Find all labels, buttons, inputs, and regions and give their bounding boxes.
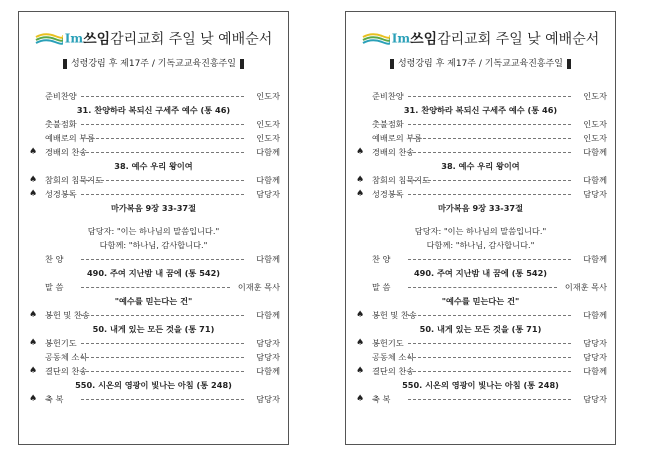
item-leader: 다함께 [583, 254, 607, 264]
item-leader: 인도자 [256, 91, 280, 101]
dotted-leader [408, 138, 571, 139]
dotted-leader [408, 357, 571, 358]
spade-icon: ♠ [29, 147, 38, 157]
hymn-line [346, 378, 615, 392]
row-text: 550. 시온의 영광이 빛나는 아침 (통 248) [402, 380, 559, 390]
item-leader: 담당자 [256, 394, 280, 404]
spade-icon: ♠ [29, 189, 38, 199]
item-label: 준비찬양 [45, 91, 77, 101]
brand-prefix: Im [64, 31, 84, 46]
dotted-leader [81, 124, 244, 125]
row-text: 담당자: "이는 하나님의 말씀입니다." [414, 226, 547, 236]
hymn-line [19, 159, 288, 173]
row-text: 550. 시온의 영광이 빛나는 아침 (통 248) [75, 380, 232, 390]
dotted-leader [81, 357, 244, 358]
spade-icon: ♠ [356, 366, 365, 376]
item-leader: 담당자 [256, 352, 280, 362]
spade-icon: ♠ [356, 338, 365, 348]
hymn-line [346, 159, 615, 173]
bulletin-panel-left [18, 11, 289, 445]
item-label: 결단의 찬송 [372, 366, 415, 376]
spade-icon: ♠ [29, 338, 38, 348]
spade-icon: ♠ [29, 394, 38, 404]
dotted-leader [408, 124, 571, 125]
item-label: 봉헌 및 찬송 [372, 310, 417, 320]
row-text: 490. 주여 지난밤 내 꿈에 (통 542) [413, 268, 548, 278]
bulletin-panel-right [345, 11, 616, 445]
row-text: 31. 찬양하라 복되신 구세주 예수 (통 46) [76, 105, 231, 115]
service-item [19, 336, 288, 350]
item-label: 준비찬양 [372, 91, 404, 101]
item-leader: 다함께 [256, 366, 280, 376]
item-label: 말 씀 [45, 282, 64, 292]
item-leader: 다함께 [583, 147, 607, 157]
service-item [346, 252, 615, 266]
service-item [346, 336, 615, 350]
subtitle-text: 성령강림 후 제17주 / 기독교교육진흥주일 [70, 59, 237, 69]
dotted-leader [81, 315, 244, 316]
bulletin-header [19, 28, 288, 49]
item-leader: 담당자 [583, 338, 607, 348]
service-item [346, 364, 615, 378]
brand-name: 쓰임 [83, 31, 111, 48]
service-item [19, 187, 288, 201]
item-label: 참회의 침묵기도 [372, 175, 430, 185]
dotted-leader [81, 343, 244, 344]
service-item [346, 280, 615, 294]
brand-name: 쓰임 [410, 31, 438, 48]
dotted-leader [81, 287, 230, 288]
item-label: 찬 양 [372, 254, 391, 264]
response-line [346, 238, 615, 252]
row-text: 490. 주여 지난밤 내 꿈에 (통 542) [86, 268, 221, 278]
item-label: 성경봉독 [45, 189, 77, 199]
dotted-leader [81, 399, 244, 400]
dotted-leader [408, 96, 571, 97]
service-item [19, 280, 288, 294]
item-label: 경배의 찬송 [45, 147, 88, 157]
dotted-leader [408, 259, 571, 260]
item-leader: 다함께 [256, 254, 280, 264]
item-leader: 인도자 [256, 133, 280, 143]
service-item [19, 117, 288, 131]
item-label: 공동체 소식 [45, 352, 88, 362]
item-leader: 다함께 [256, 310, 280, 320]
dotted-leader [81, 194, 244, 195]
bulletin-subtitle [346, 56, 615, 69]
item-leader: 다함께 [256, 147, 280, 157]
spade-icon: ♠ [356, 147, 365, 157]
bar-right [240, 59, 244, 69]
row-text: 50. 내게 있는 모든 것을 (통 71) [419, 324, 542, 334]
service-item [19, 252, 288, 266]
service-item [19, 173, 288, 187]
row-text: 31. 찬양하라 복되신 구세주 예수 (통 46) [403, 105, 558, 115]
service-item [346, 308, 615, 322]
item-label: 봉헌기도 [45, 338, 77, 348]
bar-left [63, 59, 67, 69]
dotted-leader [81, 152, 244, 153]
row-text: "예수를 믿는다는 건" [441, 296, 520, 306]
hymn-line [19, 201, 288, 215]
bar-left [390, 59, 394, 69]
item-leader: 담당자 [256, 189, 280, 199]
hymn-line [346, 294, 615, 308]
spade-icon: ♠ [29, 310, 38, 320]
service-item [19, 350, 288, 364]
hymn-line [346, 103, 615, 117]
hymn-line [19, 266, 288, 280]
item-leader: 이재훈 목사 [237, 282, 280, 292]
item-label: 공동체 소식 [372, 352, 415, 362]
order-of-service [346, 89, 615, 406]
dotted-leader [408, 180, 571, 181]
row-text: 담당자: "이는 하나님의 말씀입니다." [87, 226, 220, 236]
service-item [19, 392, 288, 406]
subtitle-text: 성령강림 후 제17주 / 기독교교육진흥주일 [397, 59, 564, 69]
item-label: 봉헌기도 [372, 338, 404, 348]
row-spacer [19, 215, 288, 224]
item-leader: 담당자 [256, 338, 280, 348]
item-label: 축 복 [45, 394, 64, 404]
item-leader: 다함께 [583, 310, 607, 320]
item-leader: 담당자 [583, 394, 607, 404]
item-leader: 인도자 [583, 133, 607, 143]
service-item [19, 131, 288, 145]
service-item [346, 173, 615, 187]
item-label: 참회의 침묵기도 [45, 175, 103, 185]
item-leader: 다함께 [583, 175, 607, 185]
hymn-line [19, 294, 288, 308]
response-line [19, 238, 288, 252]
response-line [19, 224, 288, 238]
item-label: 축 복 [372, 394, 391, 404]
dotted-leader [408, 152, 571, 153]
service-item [346, 187, 615, 201]
service-item [346, 117, 615, 131]
item-label: 성경봉독 [372, 189, 404, 199]
service-item [19, 308, 288, 322]
item-label: 봉헌 및 찬송 [45, 310, 90, 320]
bulletin-header [346, 28, 615, 49]
item-leader: 담당자 [583, 352, 607, 362]
item-label: 경배의 찬송 [372, 147, 415, 157]
item-label: 찬 양 [45, 254, 64, 264]
order-of-service [19, 89, 288, 406]
item-label: 말 씀 [372, 282, 391, 292]
bulletin-title: 감리교회 주일 낮 예배순서 [437, 31, 600, 48]
bar-right [567, 59, 571, 69]
spade-icon: ♠ [29, 366, 38, 376]
bulletin-title: 감리교회 주일 낮 예배순서 [110, 31, 273, 48]
item-leader: 다함께 [583, 366, 607, 376]
service-item [19, 364, 288, 378]
hymn-line [346, 201, 615, 215]
service-item [19, 89, 288, 103]
dotted-leader [408, 287, 557, 288]
bulletin-subtitle [19, 56, 288, 69]
item-leader: 인도자 [583, 119, 607, 129]
row-text: 38. 예수 우리 왕이여 [441, 161, 520, 171]
spade-icon: ♠ [356, 394, 365, 404]
row-text: 다함께: "하나님, 감사합니다." [426, 240, 535, 250]
row-text: 다함께: "하나님, 감사합니다." [99, 240, 208, 250]
service-item [346, 145, 615, 159]
spade-icon: ♠ [29, 175, 38, 185]
spade-icon: ♠ [356, 310, 365, 320]
brand-prefix: Im [391, 31, 411, 46]
item-label: 촛불점화 [372, 119, 404, 129]
row-text: 38. 예수 우리 왕이여 [114, 161, 193, 171]
row-text: "예수를 믿는다는 건" [114, 296, 193, 306]
row-text: 마가복음 9장 33-37절 [437, 203, 524, 213]
item-leader: 인도자 [583, 91, 607, 101]
hymn-line [19, 378, 288, 392]
spade-icon: ♠ [356, 189, 365, 199]
dotted-leader [408, 194, 571, 195]
row-spacer [346, 215, 615, 224]
row-text: 50. 내게 있는 모든 것을 (통 71) [92, 324, 215, 334]
church-logo-icon [362, 31, 390, 47]
hymn-line [346, 266, 615, 280]
item-label: 결단의 찬송 [45, 366, 88, 376]
dotted-leader [408, 399, 571, 400]
response-line [346, 224, 615, 238]
item-leader: 다함께 [256, 175, 280, 185]
item-leader: 인도자 [256, 119, 280, 129]
item-label: 예배로의 부름 [45, 133, 96, 143]
dotted-leader [408, 315, 571, 316]
dotted-leader [81, 371, 244, 372]
service-item [346, 89, 615, 103]
service-item [346, 131, 615, 145]
church-logo-icon [35, 31, 63, 47]
item-label: 예배로의 부름 [372, 133, 423, 143]
service-item [346, 350, 615, 364]
dotted-leader [81, 180, 244, 181]
dotted-leader [81, 259, 244, 260]
service-item [346, 392, 615, 406]
service-item [19, 145, 288, 159]
dotted-leader [81, 96, 244, 97]
row-text: 마가복음 9장 33-37절 [110, 203, 197, 213]
item-leader: 담당자 [583, 189, 607, 199]
dotted-leader [408, 343, 571, 344]
dotted-leader [408, 371, 571, 372]
dotted-leader [81, 138, 244, 139]
hymn-line [346, 322, 615, 336]
item-leader: 이재훈 목사 [564, 282, 607, 292]
hymn-line [19, 103, 288, 117]
item-label: 촛불점화 [45, 119, 77, 129]
spade-icon: ♠ [356, 175, 365, 185]
hymn-line [19, 322, 288, 336]
